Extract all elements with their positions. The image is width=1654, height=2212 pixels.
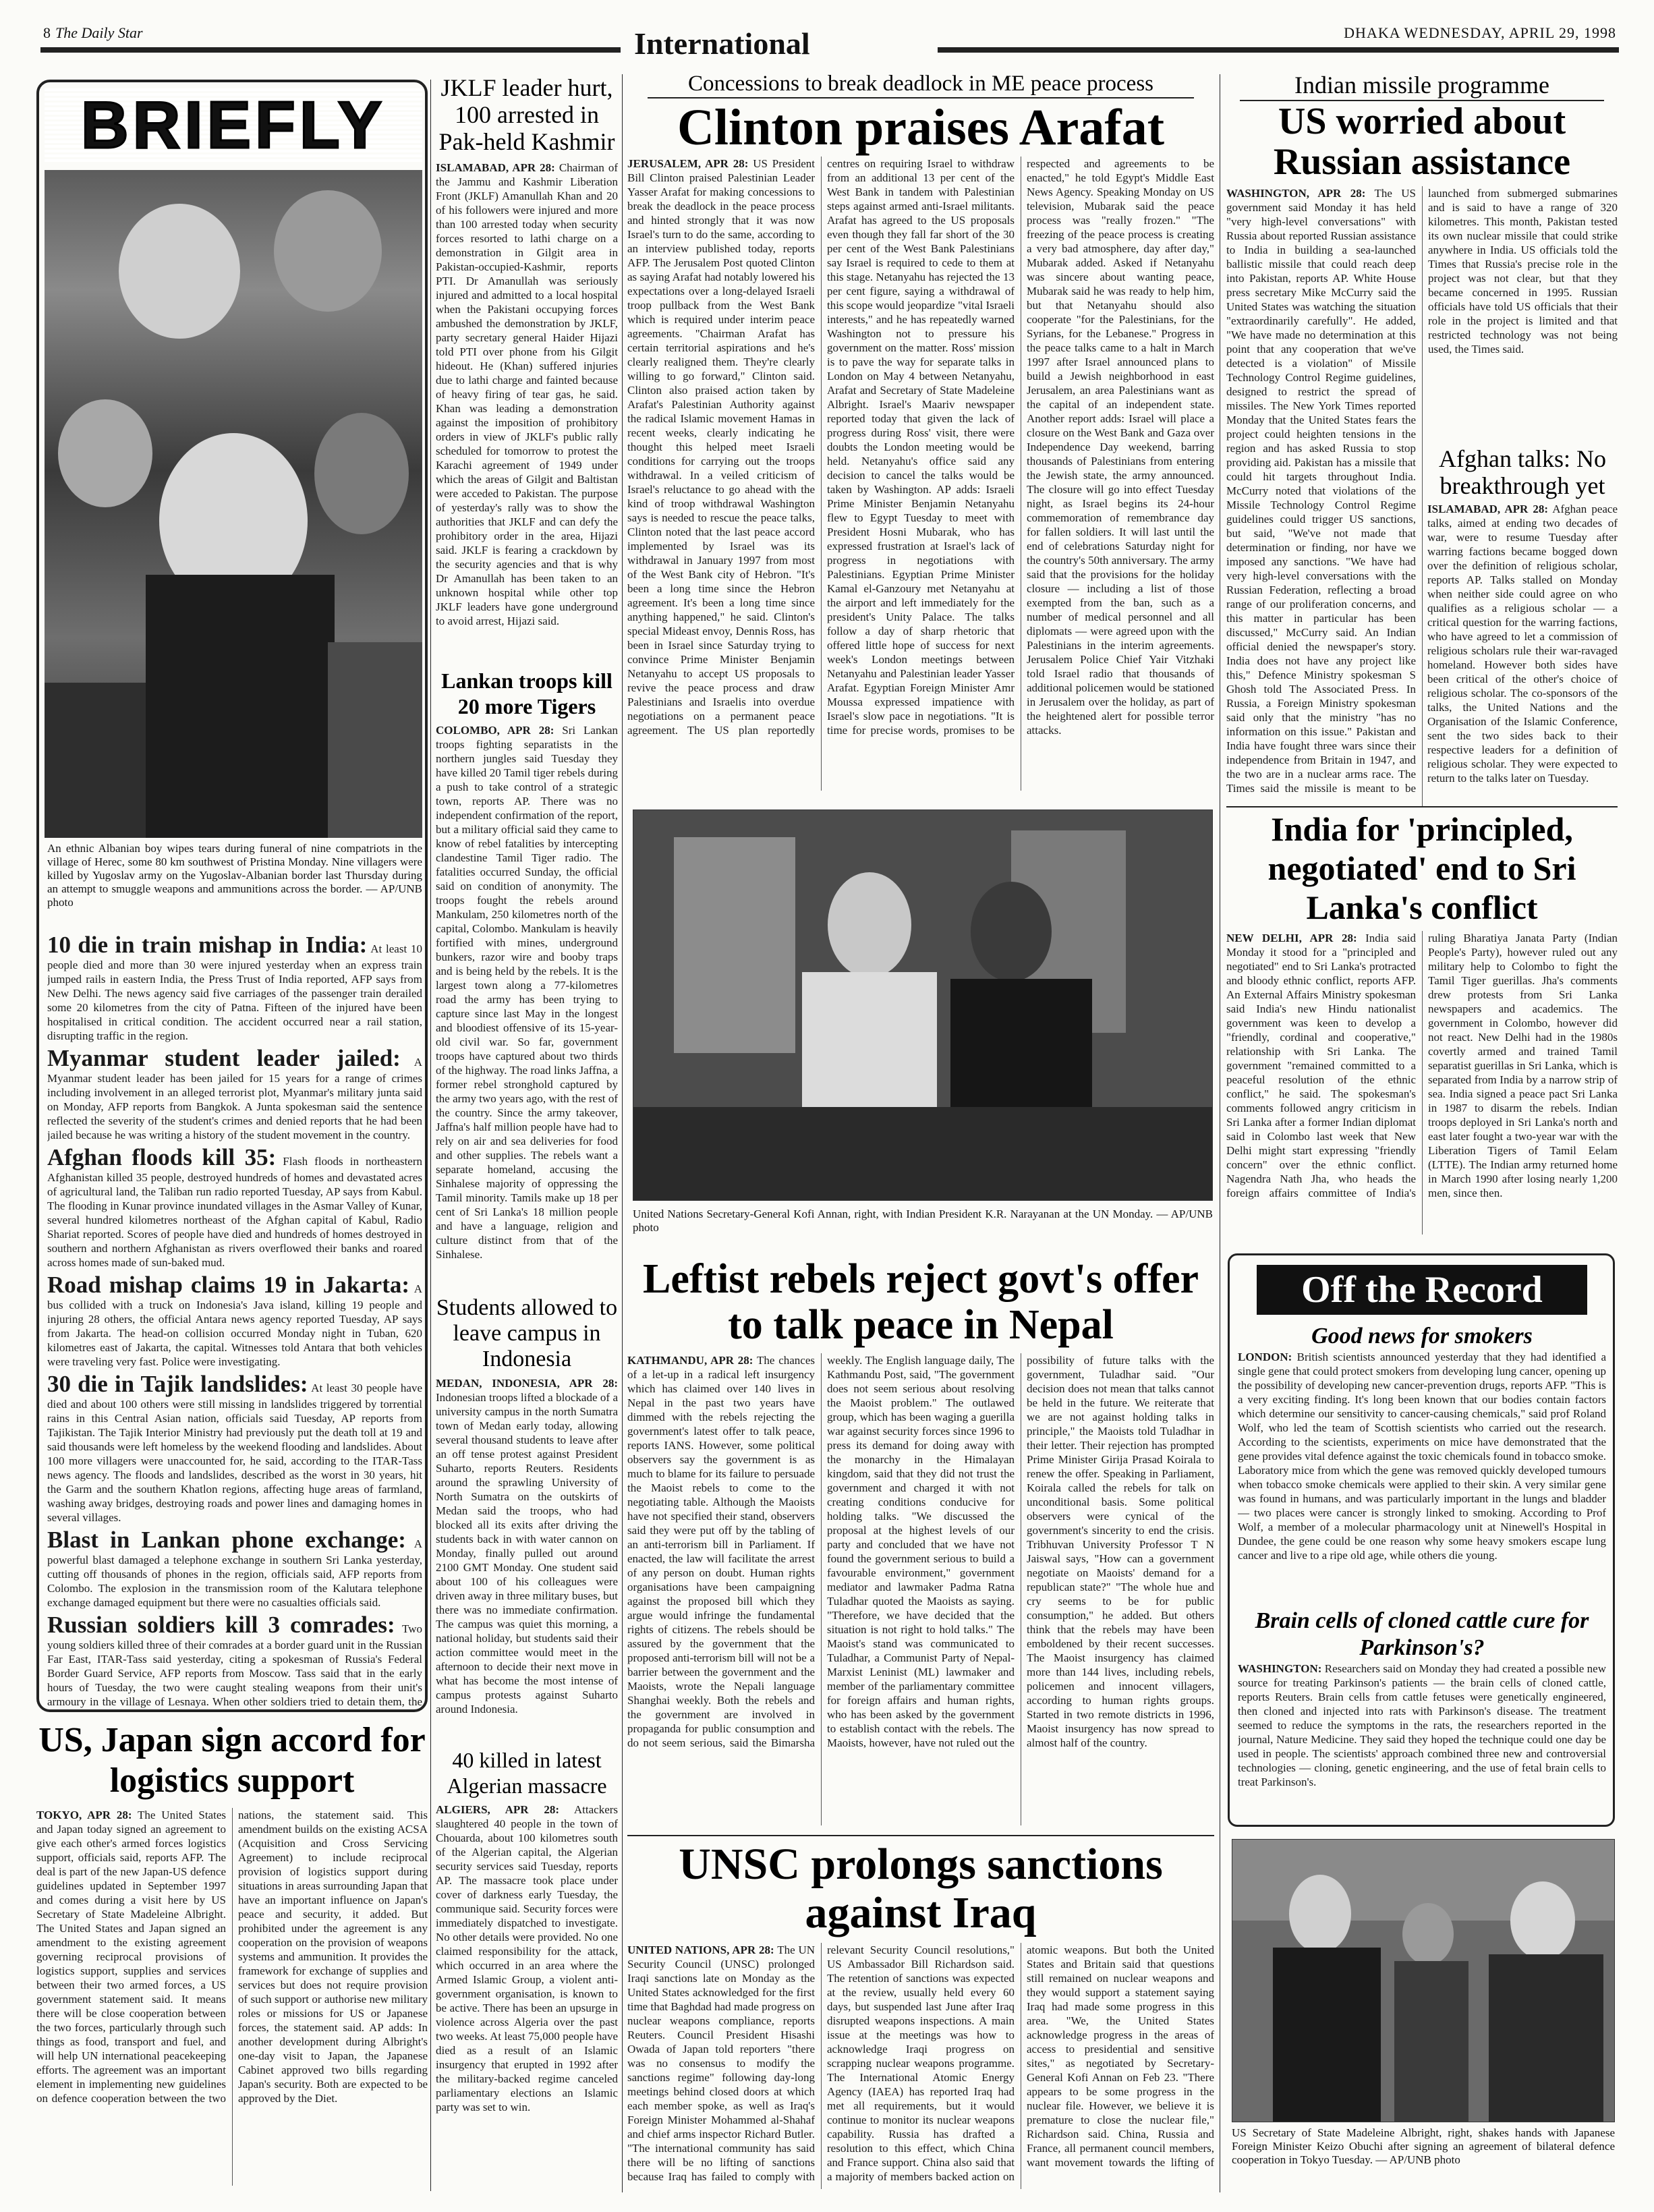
article-body: COLOMBO, APR 28: Sri Lankan troops fighting separatists in the northern jungles said Tuesday they have killed 20 Tamil tiger rebels during a push to take control of a strategic town, reports AP. There was no independent confirmation of the report, but a military official said they came to know of rebel fatalities by intercepting clandestine Tamil Tiger radio. The fatalities occurred Sunday, the official said on condition of anonymity. The troops fought the rebels around Mankulam, 250 kilometres north of the capital, Colombo. Mankulam is heavily fortified with mines, underground bunkers, razor wire and booby traps and is being held by the rebels. It is the largest town along a 77-kilometres road the army has been trying to capture since last May in the longest and bloodiest offensive of its 15-year-old civil war. So far, government troops have captured about two thirds of the highway. The road links Jaffna, a former rebel stronghold captured by the army two years ago, with the rest of the country. Since the army takeover, Jaffna's half million people have had to rely on air and sea deliveries for food and other supplies. The rebels want a separate homeland, accusing the Sinhalese majority of oppressing the Tamil minority. Tamils make up 18 per cent of Sri Lanka's 18 million people and have a language, religion and culture distinct from that of the Sinhalese.	[436, 724, 618, 1261]
kicker: Concessions to break deadlock in ME peace process	[648, 72, 1194, 98]
article-body: LONDON: British scientists announced yesterday that they had identified a single gene that could protect smokers from developing lung cancer, opening up the possibility of developing new cancer-prevention drugs, reports AFP. "This is a very exciting finding. It's long been known that our bodies contain factors which determine our sensitivity to cancer-causing chemicals," said prof Roland Wolf, who led the team of Scottish scientists who carried out the research. According to the scientists, experiments on mice have demonstrated that the gene provides vital defence against the toxic chemicals found in tobacco smoke. Laboratory mice from which the gene was removed quickly developed tumours when tobacco smoke chemicals were applied to their skin. A very similar gene was found in humans, and was particularly important in the lungs and bladder — two places were cancer is strongly linked to smoking. According to Prof Wolf, a member of a molecular pharmacology unit at Ninewell's Hospital in Dundee, the gene could be one reason why some heavy smokers escape lung cancer and live to a ripe old age, while others die young.	[1238, 1351, 1606, 1562]
briefly-item: 30 die in Tajik landslides: At least 30 people have died and about 100 others were still missing in landslides triggered by torrential rains in this Central Asian nation, officials said Tuesday, AP reports from Tajikistan. The Tajik Interior Ministry had previously put the death toll at 19 and said thousands were left homeless by the weekend flooding and landslides. About 100 more villagers were unaccounted for, he said, according to the ITAR-Tass news agency. The floods and landslides, described as the worst in 30 years, hit the Garm and the southern Khatlon regions, affecting huge areas of farmland, washing away bridges, destroying roads and power lines and damaging homes in several villages.	[47, 1371, 422, 1524]
article-body: ISLAMABAD, APR 28: Afghan peace talks, aimed at ending two decades of war, were to resume Tuesday after warring factions became bogged down over the definition of religious scholar, reports AP. Talks stalled on Monday when neither side could agree on who qualifies as a religious scholar — a critical question for the warring factions, who have agreed to let a commission of religious scholars rule their war-ravaged homeland. However both sides have been critical of the other's choice of religious scholar. The co-sponsors of the talks, the United Nations and the Organisation of the Islamic Conference, sent the two sides back to their respective leaders for a definition of religious scholar. They were expected to return to the talks later on Tuesday.	[1427, 503, 1618, 785]
article-body: NEW DELHI, APR 28: India said Monday it stood for a "principled and negotiated" end to Sri Lanka's protracted and bloody ethnic conflict, reports AFP. An External Affairs Ministry spokesman said India's new Hindu nationalist government was keen to develop a "friendly, cordinal and cooperative," relationship with Sri Lanka. The government "remained committed to a peaceful resolution of the ethnic conflict," he said. The spokesman's comments followed angry criticism in Sri Lanka after a former Indian diplomat said in Colombo last week that New Delhi might start expressing "friendly concern" over the ethnic conflict. Nagendra Nath Jha, who heads the foreign affairs committee of India's ruling Bharatiya Janata Party (Indian People's Party), however ruled out any military help to Colombo to fight the Tamil Tiger guerillas. Jha's comments drew protests from Sri Lanka newspapers and academics. The government in Colombo, however did not react. New Delhi had in the 1980s covertly armed and trained Tamil separatist guerillas in Sri Lanka, which is separated from India by a narrow strip of sea. India signed a peace pact Sri Lanka in 1987 to disarm the rebels. Indian troops deployed in Sri Lanka's north and east later fought a two-year war with the Liberation Tigers of Tamil Eelam (LTTE). The Indian army returned home in March 1990 after losing nearly 1,200 men, since then.	[1226, 932, 1618, 1199]
off-the-record-box	[1228, 1253, 1615, 1827]
albanian-funeral-photo	[45, 170, 422, 838]
lankan-article	[436, 668, 618, 1288]
headline: Afghan talks: No breakthrough yet	[1439, 445, 1606, 499]
article-body: ISLAMABAD, APR 28: Chairman of the Jammu and Kashmir Liberation Front (JKLF) Amanullah Khan and 20 of his followers were injured and more than 100 arrested today when security forces resorted to lathi charge on a demonstration in Gilgit area in Pakistan-occupied-Kashmir, reports PTI. Dr Amanullah was seriously injured and admitted to a local hospital when the Pakistani occupying forces ambushed the demonstration by JKLF, party secretary general Haider Hijazi told PTI over phone from his Gilgit hideout. He (Khan) suffered injuries due to lathi charge and fainted because of heavy firing of tear gas, he said. Khan was leading a demonstration against the imposition of prohibitory orders in view of JKLF's public rally scheduled for tomorrow to protest the Karachi agreement of 1949 under which the areas of Gilgit and Baltistan were acceded to Pakistan. The purpose of yesterday's rally was to show the authorities that JKLF and can defy the prohibitory order in the area, Hijazi said. JKLF is fearing a crackdown by the security agencies and that is why Dr Amanullah has been taken to an unknown hospital while other top JKLF leaders have gone underground to avoid arrest, Hijazi said.	[436, 161, 618, 627]
students-article	[436, 1295, 618, 1767]
article-body: ALGIERS, APR 28: Attackers slaughtered 40 people in the town of Chouarda, about 100 kilometres south of the Algerian capital, the Algerian security services said Tuesday, reports AP. The massacre took place under cover of darkness early Tuesday, the communique said. Security forces were immediately dispatched to investigate. No other details were provided. No one claimed responsibility for the attack, which occurred in an area where the Armed Islamic Group, a violent anti-government organisation, is known to be active. There has been an upsurge in violence across Algeria over the past two weeks. At least 75,000 people have died as a result of an Islamic insurgency that erupted in 1992 after the military-backed regime canceled parliamentary elections an Islamic party was set to win.	[436, 1803, 618, 2114]
article-body: JERUSALEM, APR 28: US President Bill Clinton praised Palestinian Leader Yasser Arafat for making concessions to break the deadlock in the peace process and hinted strongly that it was now Israel's turn to do the same, according to an interview published today, reports AFP. The Jerusalem Post quoted Clinton as saying Arafat had notably lowered his expectations over a long-delayed Israeli troop pullback from the West Bank which is required under interim peace agreements. "Chairman Arafat has certain territorial aspirations and he's clearly realigned them. They're clearly willing to go forward," Clinton said. Clinton also praised action taken by Arafat's Palestinian Authority against the radical Islamic movement Hamas in recent weeks, clearly indicating he thought this helped meet Israeli conditions for carrying out the troops withdrawal. In a veiled criticism of Israel's reluctance to go ahead with the kind of troop withdrawal Washington says is needed to rescue the peace talks, Clinton noted that the last peace accord implemented by Israel was its withdrawal in January 1997 from most of the West Bank city of Hebron. "It's been a long time since the Hebron agreement. It's been a long time since anything happened," he said. Clinton's special Mideast envoy, Dennis Ross, has been in Israel since Saturday trying to convince Prime Minister Benjamin Netanyahu to accept US proposals to revive the peace process and draw Palestinians and Israelis into overdue negotiations on a permanent peace agreement. The US plan reportedly centres on requiring Israel to withdraw from an additional 13 per cent of the West Bank in tandem with Palestinian steps against armed anti-Israel militants. Arafat has agreed to the US proposals even though they fall far short of the 30 per cent of the West Bank Palestinians say Israel is required to cede to them at this stage. Netanyahu has rejected the 13 per cent figure, saying a withdrawal of this scope would jeopardize "vital Israeli interests," and he has repeatedly warned Washington not to pressure his government on the matter. Ross' mission is to pave the way for separate talks in London on May 4 between Netanyahu, Arafat and Secretary of State Madeleine Albright. Israel's Maariv newspaper reported today that given the lack of progress during Ross' visit, there were doubts the London meeting would be held. Netanyahu's office said any decision to cancel the talks would be taken by Washington. AP adds: Israeli Prime Minister Benjamin Netanyahu flew to Egypt Tuesday to meet with President Hosni Mubarak, who has expressed frustration at Israel's lack of progress in negotiations with Palestinians. Egyptian Prime Minister Kamal el-Ganzoury met Netanyahu at the airport and left immediately for the president's Unity Palace. The talks follow a day of sharp rhetoric that offered little hope of success for next week's London meetings between Netanyahu and Palestinian leader Yasser Arafat. Egyptian Foreign Minister Amr Moussa expressed impatience with Israel's slow pace in negotiations. "It is time for precise words, promises to be respected and agreements to be enacted," he told Egypt's Middle East News Agency. Speaking Monday on US television, Mubarak said the peace process was "really frozen." "The freezing of the peace process is creating a very bad atmosphere, day after day," Mubarak added. Asked if Netanyahu was sincere about wanting peace, Mubarak said he was ready to help him, but that Netanyahu should also cooperate "for the Palestinians, for the Syrians, for the Lebanese." Progress in the peace talks came to a halt in March 1997 after Israel announced plans to build a Jewish neighborhood in east Jerusalem, an area Palestinians want as the capital of an independent state. Another report adds: Israel will place a closure on the West Bank and Gaza over Independence Day weekend, barring thousands of Palestinians from entering the Jewish state, the army announced. The closure will go into effect Tuesday night, as Israel begins its 24-hour commemoration of remembrance day for fallen soldiers. It will last until the end of celebrations Saturday night for the country's 50th anniversary. The army said that the provisions for the holiday closure — including a list of those exempted from the ban, such as a number of medical personnel and all diplomats — were agreed upon with the Palestinians in the interim agreements. Jerusalem Police Chief Yair Vitzhaki told Israel radio that thousands of additional policemen would be stationed in Jerusalem over the holiday, as part of the heightened alert for possible terror attacks.	[627, 157, 1214, 737]
briefly-photo-caption: An ethnic Albanian boy wipes tears during funeral of nine compatriots in the village of Herec, some 80 km southwest of Pristina Monday. Nine villagers were killed by Yugoslav army on the Yugoslav-Albanian border last Thursday during an attempt to smuggle weapons and ammunitions across the border. — AP/UNB photo	[47, 842, 422, 909]
paper-name: The Daily Star	[55, 24, 143, 41]
nepal-article	[627, 1256, 1214, 1836]
article-body: WASHINGTON: Researchers said on Monday they had created a possible new source for treating Parkinson's patients — the brain cells of cloned cattle, reports Reuters. Brain cells from cattle fetuses were genetically engineered, then cloned and injected into rats with Parkinson's disease. The treatment seemed to reduce the symptoms in the rats, the researchers reported in the journal, Nature Medicine. They said they hoped the technique could one day be used in people. The scientists' approach combined three new and controversial technologies — cloning, genetic engineering, and the use of fetal brain cells to treat Parkinson's.	[1238, 1662, 1606, 1788]
briefly-item: Afghan floods kill 35: Flash floods in northeastern Afghanistan killed 35 people, destroyed hundreds of homes and devastated acres of agricultural land, the Taliban run radio reported Tuesday, AP says from Kabul. The flooding in Kunar province inundated villages in the Asmar Valley of Kunar, several hundred kilometres northeast of the Afghan capital of Kabul, Radio Shariat reported. Scores of people have died and hundreds of homes destroyed in southern and northern Afghanistan as rivers overflowed their banks and roared across homes made of sun-baked mud.	[47, 1144, 422, 1269]
subheadline: Brain cells of cloned cattle cure for Parkinson's?	[1255, 1608, 1589, 1660]
briefly-item: Russian soldiers kill 3 comrades: Two young soldiers killed three of their comrades at a border guard unit in the Russian Far East, ITAR-Tass said yesterday, citing a spokesman of Russia's Federal Border Guard Service, AFP reports from Moscow. Tass said that in the early hours of Tuesday, the two were caught stealing weapons from their unit's armoury in the village of Lesnaya. When other soldiers tried to detain them, the	[47, 1612, 422, 1708]
headline: US, Japan sign accord for logistics support	[38, 1721, 426, 1800]
subheadline: Good news for smokers	[1311, 1324, 1533, 1349]
briefly-item: Blast in Lankan phone exchange: A powerful blast damaged a telephone exchange in southern Sri Lanka yesterday, cutting off thousands of phones in the region, officials said, AFP reports from Colombo. The explosion in the transmission room of the Kalutara telephone exchange damaged equipment but there were no casualties officials said.	[47, 1527, 422, 1609]
headline: JKLF leader hurt, 100 arrested in Pak-held Kashmir	[438, 74, 615, 155]
briefly-title: BRIEFLY	[45, 88, 422, 162]
article-body: KATHMANDU, APR 28: The chances of a let-up in a radical left insurgency which has claimed over 140 lives in Nepal in the past two years have dimmed with the rebels rejecting the government's latest offer to talk peace, reports IANS. However, some political observers say the government is as much to blame for its failure to persuade the Maoist rebels to come to the negotiating table. Although the Maoists have not specified their stand, observers said they were put off by the tabling of an anti-terrorism bill in Parliament. If enacted, the law will facilitate the arrest of any person on doubt. Human rights organisations have been campaigning against the proposed bill which they argue would infringe the fundamental rights of citizens. The rebels should be assured by the government that the proposed anti-terrorism bill will not be a barrier between the government and the Maoists, wrote the Nepali language Shanghai weekly. Both the rebels and the government are involved in propaganda for public consumption and do not seem serious, said the Bimarsha weekly. The English language daily, The Kathmandu Post, said, "The government does not seem serious about resolving the Maoist problem." The outlawed group, which has been waging a guerilla war against security forces since 1996 to press its demand for doing away with the monarchy in the Himalayan kingdom, said that they did not trust the government and charged it with not creating conditions conducive for holding talks. "We discussed the proposal at the highest levels of our party and concluded that we have not found the government serious to build a favourable environment," government mediator and lawmaker Padma Ratna Tuladhar quoted the Maoists as saying. "Therefore, we have decided that the situation is not right to hold talks." The Maoist's stand was communicated to Tuladhar, a Communist Party of Nepal-Marxist Leninist (ML) lawmaker and member of the parliamentary committee for foreign affairs and human rights, who has been asked by the government to establish contact with the rebels. The Maoists, however, have not ruled out the possibility of future talks with the government, Tuladhar said. "Our decision does not mean that talks cannot be held in the future. We reiterate that we are not against holding talks in principle," the Maoists told Tuladhar in their letter. Their rejection has prompted Prime Minister Girija Prasad Koirala to renew the offer. Speaking in Parliament, Koirala called the rebels for talk on unconditional basis. Some political observers were cynical of the government's sincerity to end the crisis. Tribhuvan University Professor T N Jaiswal says, "How can a government negotiate on Maoists' demand for a republican state?" "The whole hue and cry seems to be for public consumption," he added. But others think that the rebels may have been emboldened by their recent successes. The Maoist insurgency has claimed more than 144 lives, including rebels, policemen and innocent villagers, according to human rights groups. Started in two remote districts in 1996, Maoist insurgency has now spread to almost half of the country.	[627, 1354, 1214, 1749]
unsc-article	[627, 1840, 1214, 2191]
dateline: DHAKA WEDNESDAY, APRIL 29, 1998	[1344, 24, 1616, 41]
headline: Lankan troops kill 20 more Tigers	[441, 669, 612, 718]
headline: US worried about Russian assistance	[1273, 101, 1571, 183]
article-body: MEDAN, INDONESIA, APR 28: Indonesian troops lifted a blockade of a university campus in the north Sumatra town of Medan early today, allowing several thousand students to leave after an off tense protest against President Suharto, reports Reuters. Residents around the sprawling University of North Sumatra on the outskirts of Medan said the troops, who had blocked all its exits after driving the students back in with water cannon on Monday, finally pulled out around 2100 GMT Monday. One student said about 100 of his colleagues were driven away in three military buses, but there was no immediate confirmation. The campus was quiet this morning, a national holiday, but students said their action committee would meet in the afternoon to decide their next move in what has become the most intense of campus protests against Suharto around Indonesia.	[436, 1377, 618, 1715]
off-the-record-title: Off the Record	[1257, 1265, 1587, 1315]
afghan-article	[1427, 445, 1618, 803]
briefly-box	[36, 80, 428, 1712]
algeria-article	[436, 1747, 618, 2192]
briefly-item: Road mishap claims 19 in Jakarta: A bus collided with a truck on Indonesia's Java island, killing 19 people and injuring 28 others, the official Antara news agency reported Tuesday, AP says from Jakarta. The head-on collision occurred Monday night in Tuban, 620 kilometres east of Jakarta, the capital. Witnesses told Antara that both vehicles were traveling very fast. Police were investigating.	[47, 1272, 422, 1368]
briefly-items	[47, 932, 422, 1708]
page-number: 8	[43, 24, 51, 41]
section-title: International	[634, 26, 810, 61]
headline: Clinton praises Arafat	[677, 99, 1164, 156]
article-body: UNITED NATIONS, APR 28: The UN Security Council (UNSC) prolonged Iraqi sanctions late on Monday as the United States acknowledged for the first time that Baghdad had made progress on nuclear weapons compliance, reports Reuters. Council President Hisashi Owada of Japan told reporters "there was no consensus to modify the sanctions regime" following day-long meetings behind closed doors at which each member spoke, as well as Iraq's Foreign Minister Mohammed al-Shahaf and chief arms inspector Richard Butler. "The international community has said there will be no lifting of sanctions because Iraq has failed to comply with relevant Security Council resolutions," US Ambassador Bill Richardson said. The retention of sanctions was expected at the review, usually held every 60 days, but suspended last June after Iraq disrupted weapons inspections. A main issue at the meetings was how to acknowledge Iraqi progress on scrapping nuclear weapons programme. The International Atomic Energy Agency (IAEA) has reported Iraq had met all requirements, but it would continue to monitor its nuclear weapons capability. Russia has drafted a resolution to this effect, which China and France support. China also said that a majority of members backed action on atomic weapons. But both the United States and Britain said that questions still remained on nuclear weapons and they would support a statement saying Iraq had made some progress in this area. "We, the United States acknowledge progress in the areas of access to presidential and sensitive sites," as negotiated by Secretary-General Kofi Annan on Feb 23. "There appears to be some progress in the nuclear file. However, we believe it is premature to close the nuclear file," Richardson said. China, Russia and France, all permanent council members, want movement towards the lifting of	[627, 1944, 1214, 2183]
headline: India for 'principled, negotiated' end to Sri Lanka's conflict	[1267, 810, 1576, 926]
masthead	[40, 20, 1619, 61]
albright-photo-caption: US Secretary of State Madeleine Albright, right, shakes hands with Japanese Foreign Minister Keizo Obuchi after signing an agreement of bilateral defence cooperation in Tokyo Tuesday. — AP/UNB photo	[1232, 2126, 1615, 2166]
annan-photo-caption: United Nations Secretary-General Kofi Annan, right, with Indian President K.R. Narayanan at the UN Monday. — AP/UNB photo	[633, 1208, 1213, 1234]
article-body: WASHINGTON, APR 28: The US government said Monday it has held "very high-level conversations" with Russia about reported Russian assistance to India in building a sea-launched ballistic missile that could reach deep into Pakistan, reports AP. White House press secretary Mike McCurry said the United States was watching the situation "extraordinarily carefully". He added, "We have made no determination at this point that any cooperation that we've detected is a violation" of Missile Technology Control Regime guidelines, designed to restrict the spread of missiles. The New York Times reported Monday that the United States fears the project could heighten tensions in the region and has asked Russia to stop providing aid. Pakistan has a missile that could hit targets throughout India. McCurry noted that violations of the Missile Technology Control Regime guidelines could trigger US sanctions, but said, "We've not made that determination or finding, nor have we imposed any sanctions. "We have had very high-level conversations with the Russian Federation, reflecting a broad range of our proliferation concerns, and this matter in particular has been discussed," McCurry said. An Indian official denied the newspaper's story. India does not have any project like this," Defence Ministry spokesman S Ghosh told The Associated Press. In Russia, a Foreign Ministry spokesman said only that the ministry "has no information on this issue." Pakistan and India have fought three wars since their independence from Britain in 1947, and the two are in a nuclear arms race. The Times said the missile is meant to be launched from submerged submarines and is said to have a range of 320 kilometres. This month, Pakistan tested its own nuclear missile that could strike anywhere in India. US officials told the Times that Russia's precise role in the project was not clear, but that they became concerned in 1995. Russian officials have told US officials that their role in the project is limited and that restricted technology was not being used, the Times said.	[1226, 187, 1618, 795]
headline: 40 killed in latest Algerian massacre	[447, 1748, 607, 1798]
albright-obuchi-photo	[1232, 1839, 1615, 2122]
briefly-item: 10 die in train mishap in India: At least 10 people died and more than 30 were injured yesterday when an express train jumped rails in eastern India, the Press Trust of India reported, AFP says from New Delhi. The news agency said five carriages of the passenger train derailed some 20 kilometres from the city of Patna. Fifteen of the injured have been hospitalised in critical condition. The accident occurred near a rail station, disrupting traffic in the region.	[47, 932, 422, 1042]
headline: Students allowed to leave campus in Indonesia	[436, 1295, 618, 1371]
annan-narayanan-photo	[633, 810, 1213, 1201]
headline: UNSC prolongs sanctions against Iraq	[679, 1840, 1163, 1937]
briefly-item: Myanmar student leader jailed: A Myanmar student leader has been jailed for 15 years for a range of crimes including involvement in an alleged terrorist plot, Myanmar's military junta said on Monday, AFP reports from Bangkok. A Junta spokesman said the sentence reflected the severity of the student's crimes and denied reports that he had been jailed because he was writing a history of the student movement in the country.	[47, 1045, 422, 1141]
jklf-article	[436, 74, 618, 661]
japan-article	[36, 1720, 428, 2192]
article-body: TOKYO, APR 28: The United States and Japan today signed an agreement to give each other's armed forces logistics support, officials said, reports AFP. The deal is part of the new Japan-US defence guidelines updated in September 1997 and comes during a visit here by US Secretary of State Madeleine Albright. The United States and Japan signed an amendment to the existing agreement governing reciprocal provisions of logistics support, supplies and services between their two armed forces, a US government statement said. It means there will be close cooperation between the two forces, particularly through such things as food, transport and fuel, and will help UN international peacekeeping efforts. The agreement was an important element in implementing new guidelines on defence cooperation between the two nations, the statement said. This amendment builds on the existing ACSA (Acquisition and Cross Servicing Agreement) to include reciprocal provision of logistics support during situations in areas surrounding Japan that have an important influence on Japan's peace and security, it added. But prohibited under the agreement is any cooperation on the provision of weapons systems and ammunition. It provides the framework for exchange of supplies and services but does not require provision of such support or authorise new military roles or missions for US or Japanese forces, the statement said. AP adds: In another development during Albright's one-day visit to Japan, the Japanese Cabinet approved two bills regarding Japan's security. Both are expected to be approved by the Diet.	[36, 1809, 428, 2105]
srilanka-article	[1226, 810, 1618, 1248]
clinton-article	[627, 72, 1214, 800]
headline: Leftist rebels reject govt's offer to talk peace in Nepal	[642, 1256, 1199, 1348]
kicker: Indian missile programme	[1240, 72, 1604, 101]
